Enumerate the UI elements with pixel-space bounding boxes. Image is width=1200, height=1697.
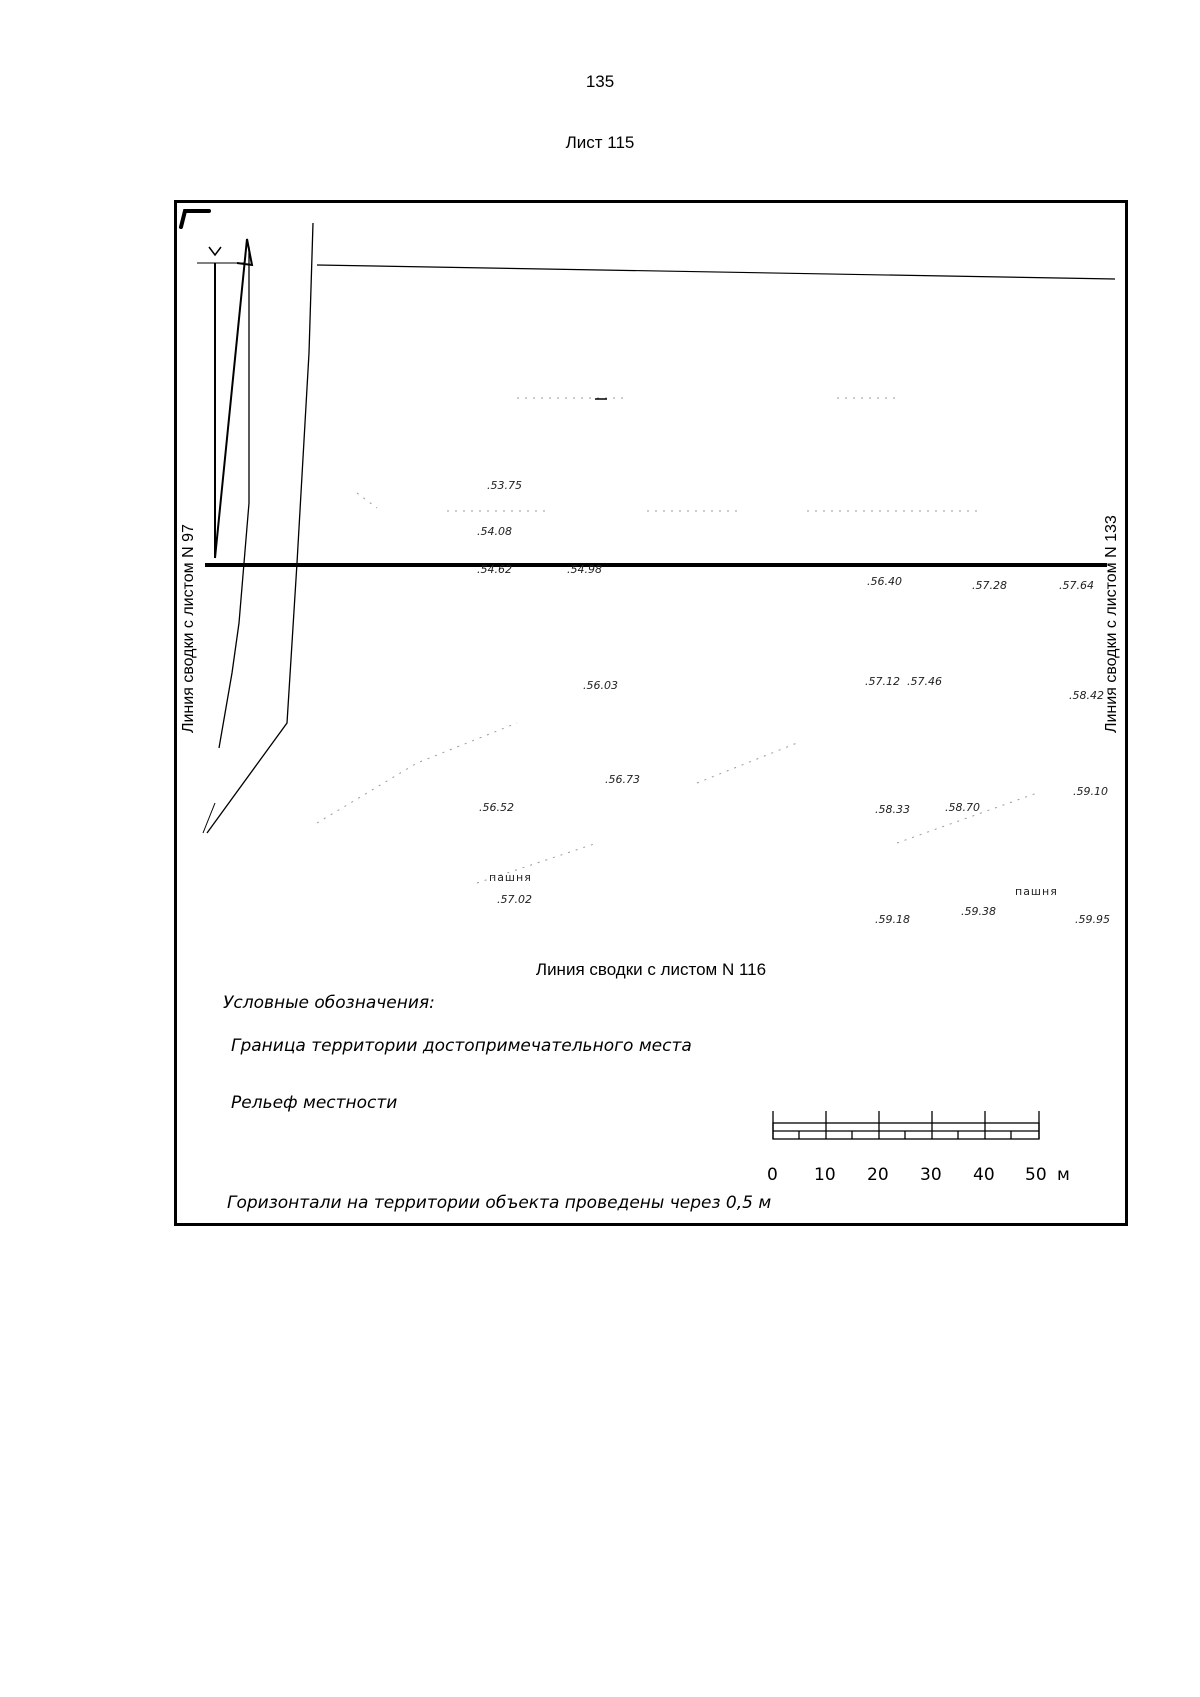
- scale-tick-label: 30: [920, 1165, 942, 1185]
- land-use-note: пашня: [489, 871, 532, 884]
- land-use-note: пашня: [1015, 885, 1058, 898]
- elevation-mark: .53.75: [487, 479, 522, 492]
- elevation-mark: .59.95: [1075, 913, 1110, 926]
- scale-tick-label: 40: [973, 1165, 995, 1185]
- scale-tick-label: 0: [767, 1165, 778, 1185]
- road-edge-line: [207, 223, 313, 833]
- map-frame: [174, 200, 1128, 1226]
- elevation-mark: .57.64: [1059, 579, 1094, 592]
- elevation-mark: .56.52: [479, 801, 514, 814]
- page-number: 135: [585, 72, 615, 91]
- elevation-mark: .59.18: [875, 913, 910, 926]
- elevation-mark: .57.46: [907, 675, 942, 688]
- elevation-mark: .57.28: [972, 579, 1007, 592]
- legend-relief-label: Рельеф местности: [231, 1093, 398, 1113]
- scale-tick-label: 20: [867, 1165, 889, 1185]
- edge-label-right: Линия сводки с листом N 133: [1103, 515, 1120, 733]
- scale-bar: [773, 1111, 1039, 1139]
- scale-tick-label: 10: [814, 1165, 836, 1185]
- edge-label-left: Линия сводки с листом N 97: [180, 524, 197, 733]
- sheet-title: Лист 115: [565, 133, 635, 152]
- elevation-mark: .58.33: [875, 803, 910, 816]
- edge-line: [317, 265, 1115, 279]
- elevation-mark: .57.02: [497, 893, 532, 906]
- edge-label-bottom: Линия сводки с листом N 116: [535, 960, 767, 979]
- elevation-mark: .56.03: [583, 679, 618, 692]
- legend-heading: Условные обозначения:: [223, 993, 435, 1013]
- elevation-mark: .58.70: [945, 801, 980, 814]
- elevation-mark: .57.12: [865, 675, 900, 688]
- elevation-mark: .54.08: [477, 525, 512, 538]
- road-edge-line: [219, 247, 249, 748]
- elevation-mark: .59.10: [1073, 785, 1108, 798]
- elevation-mark: .54.62: [477, 563, 512, 576]
- map-drawing: [177, 203, 1125, 1223]
- elevation-mark: .58.42: [1069, 689, 1104, 702]
- scale-unit-label: м: [1057, 1165, 1070, 1185]
- elevation-mark: .59.38: [961, 905, 996, 918]
- north-arrow-icon: [197, 239, 252, 558]
- relief-contours: [317, 398, 1037, 883]
- legend-boundary-label: Граница территории достопримечательного места: [231, 1036, 692, 1056]
- elevation-mark: .54.98: [567, 563, 602, 576]
- scale-tick-label: 50: [1025, 1165, 1047, 1185]
- elevation-mark: .56.73: [605, 773, 640, 786]
- contour-interval-note: Горизонтали на территории объекта проведены через 0,5 м: [227, 1193, 772, 1213]
- boundary-line-icon: [177, 203, 211, 229]
- elevation-mark: .56.40: [867, 575, 902, 588]
